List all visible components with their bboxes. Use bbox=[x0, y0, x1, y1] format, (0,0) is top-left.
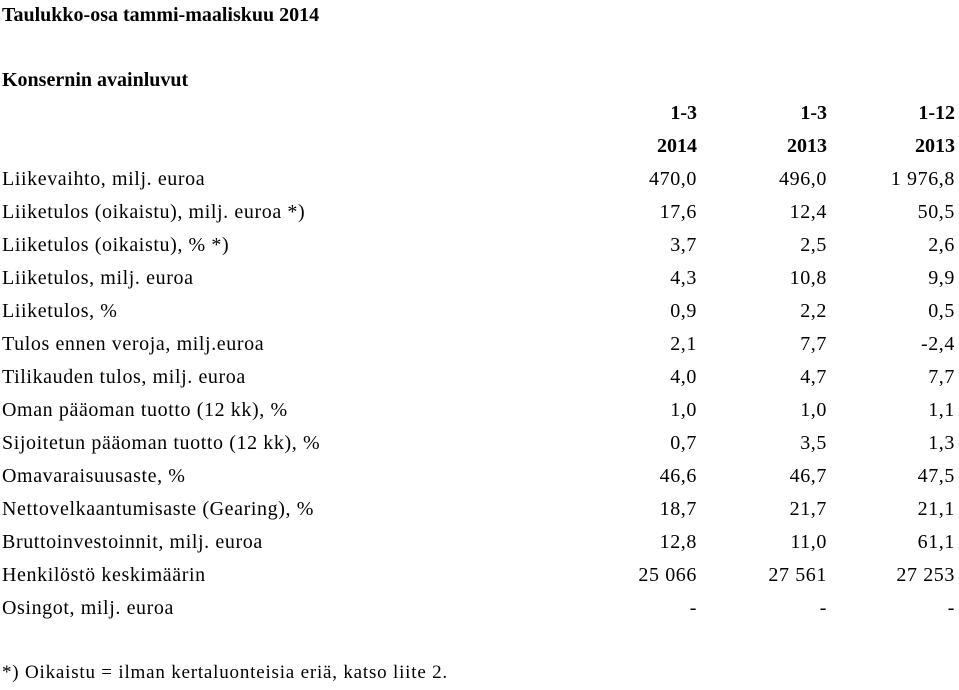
value-q1-2013: - bbox=[819, 597, 827, 619]
value-fy-2013: 1,3 bbox=[928, 432, 955, 454]
table-row bbox=[0, 460, 959, 493]
value-q1-2013: 3,5 bbox=[800, 432, 827, 454]
value-q1-2014: 18,7 bbox=[659, 498, 697, 520]
value-q1-2013: 1,0 bbox=[800, 399, 827, 421]
section-title: Konsernin avainluvut bbox=[2, 69, 189, 91]
row-label: Bruttoinvestoinnit, milj. euroa bbox=[2, 531, 263, 553]
value-fy-2013: 0,5 bbox=[928, 300, 955, 322]
value-q1-2013: 12,4 bbox=[789, 201, 827, 223]
table-row bbox=[0, 163, 959, 196]
value-q1-2014: 17,6 bbox=[659, 201, 697, 223]
table-row bbox=[0, 394, 959, 427]
row-label: Liiketulos (oikaistu), % *) bbox=[2, 234, 230, 256]
row-label: Liiketulos, % bbox=[2, 300, 118, 322]
value-fy-2013: 1 976,8 bbox=[890, 168, 955, 190]
value-q1-2013: 27 561 bbox=[768, 564, 827, 586]
value-fy-2013: 7,7 bbox=[928, 366, 955, 388]
row-label: Nettovelkaantumisaste (Gearing), % bbox=[2, 498, 314, 520]
value-q1-2013: 4,7 bbox=[800, 366, 827, 388]
row-label: Oman pääoman tuotto (12 kk), % bbox=[2, 399, 288, 421]
value-fy-2013: 50,5 bbox=[917, 201, 955, 223]
value-fy-2013: - bbox=[947, 597, 955, 619]
table-row bbox=[0, 559, 959, 592]
value-q1-2014: 12,8 bbox=[659, 531, 697, 553]
table-row bbox=[0, 295, 959, 328]
value-fy-2013: 27 253 bbox=[896, 564, 955, 586]
value-q1-2014: 4,0 bbox=[670, 366, 697, 388]
value-fy-2013: 47,5 bbox=[917, 465, 955, 487]
value-fy-2013: 2,6 bbox=[928, 234, 955, 256]
value-q1-2014: 25 066 bbox=[638, 564, 697, 586]
header-col1-period: 1-3 bbox=[670, 102, 697, 124]
row-label: Sijoitetun pääoman tuotto (12 kk), % bbox=[2, 432, 321, 454]
header-col3-period: 1-12 bbox=[918, 102, 955, 124]
table-row bbox=[0, 493, 959, 526]
value-fy-2013: -2,4 bbox=[920, 333, 955, 355]
table-row bbox=[0, 361, 959, 394]
value-q1-2014: 2,1 bbox=[670, 333, 697, 355]
page-title: Taulukko-osa tammi-maaliskuu 2014 bbox=[2, 4, 320, 26]
value-q1-2014: - bbox=[689, 597, 697, 619]
row-label: Liikevaihto, milj. euroa bbox=[2, 168, 206, 190]
row-label: Liiketulos, milj. euroa bbox=[2, 267, 194, 289]
value-fy-2013: 1,1 bbox=[928, 399, 955, 421]
value-q1-2013: 46,7 bbox=[789, 465, 827, 487]
row-label: Osingot, milj. euroa bbox=[2, 597, 174, 619]
header-row-year bbox=[0, 130, 959, 163]
header-col3-year: 2013 bbox=[915, 135, 955, 157]
value-q1-2013: 21,7 bbox=[789, 498, 827, 520]
header-col2-period: 1-3 bbox=[800, 102, 827, 124]
value-q1-2014: 3,7 bbox=[670, 234, 697, 256]
value-q1-2014: 4,3 bbox=[670, 267, 697, 289]
row-label: Tulos ennen veroja, milj.euroa bbox=[2, 333, 265, 355]
value-q1-2013: 7,7 bbox=[800, 333, 827, 355]
value-fy-2013: 21,1 bbox=[917, 498, 955, 520]
value-fy-2013: 61,1 bbox=[917, 531, 955, 553]
table-row bbox=[0, 196, 959, 229]
table-row bbox=[0, 229, 959, 262]
value-q1-2014: 470,0 bbox=[649, 168, 697, 190]
row-label: Tilikauden tulos, milj. euroa bbox=[2, 366, 246, 388]
value-q1-2013: 11,0 bbox=[790, 531, 827, 553]
value-q1-2014: 0,9 bbox=[670, 300, 697, 322]
header-col2-year: 2013 bbox=[787, 135, 827, 157]
table-row bbox=[0, 262, 959, 295]
value-q1-2013: 2,5 bbox=[800, 234, 827, 256]
key-figures-table bbox=[0, 97, 959, 625]
row-label: Henkilöstö keskimäärin bbox=[2, 564, 206, 586]
value-q1-2014: 1,0 bbox=[670, 399, 697, 421]
value-q1-2014: 0,7 bbox=[670, 432, 697, 454]
row-label: Omavaraisuusaste, % bbox=[2, 465, 186, 487]
row-label: Liiketulos (oikaistu), milj. euroa *) bbox=[2, 201, 306, 223]
value-q1-2014: 46,6 bbox=[659, 465, 697, 487]
value-q1-2013: 10,8 bbox=[789, 267, 827, 289]
value-fy-2013: 9,9 bbox=[928, 267, 955, 289]
table-row bbox=[0, 328, 959, 361]
footnote: *) Oikaistu = ilman kertaluonteisia eriä, katso liite 2. bbox=[2, 662, 448, 683]
table-row bbox=[0, 592, 959, 625]
header-row-period bbox=[0, 97, 959, 130]
table-row bbox=[0, 427, 959, 460]
table-row bbox=[0, 526, 959, 559]
header-col1-year: 2014 bbox=[657, 135, 697, 157]
value-q1-2013: 496,0 bbox=[779, 168, 827, 190]
value-q1-2013: 2,2 bbox=[800, 300, 827, 322]
